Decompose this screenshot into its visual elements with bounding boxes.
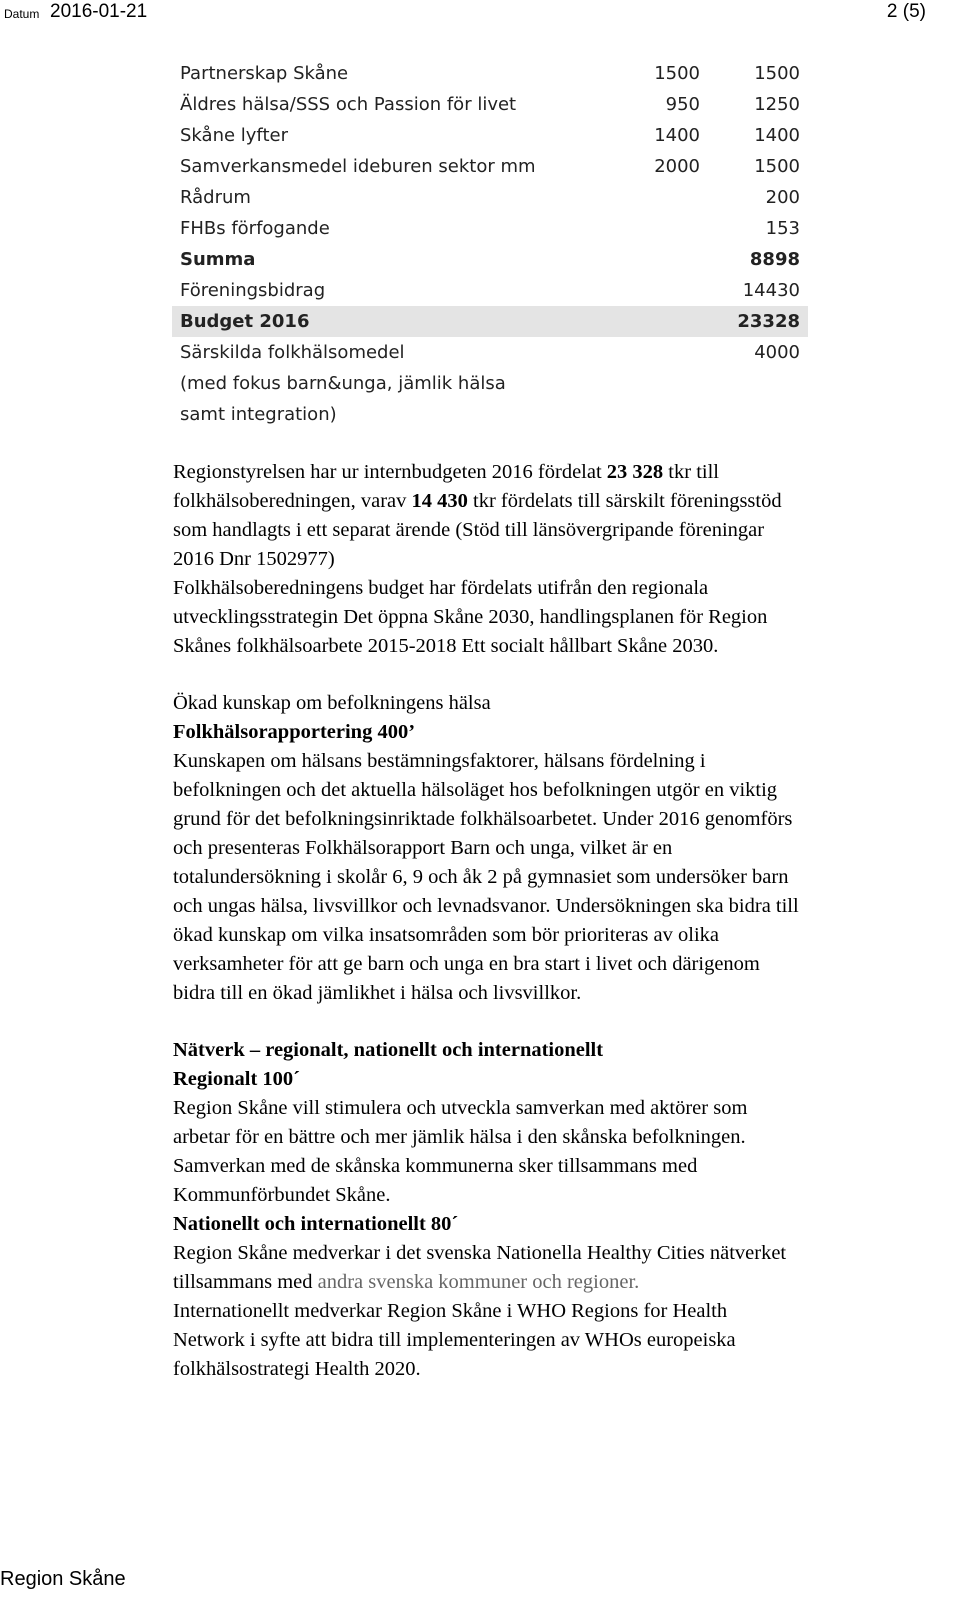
amount-association: 14 430	[411, 490, 468, 512]
page-header	[0, 0, 960, 26]
row-label: Skåne lyfter	[180, 125, 288, 146]
text-run: tkr till	[663, 461, 719, 483]
row-label: Samverkansmedel ideburen sektor mm	[180, 156, 536, 177]
paragraph-line: Folkhälsoberedningens budget har fördelats utifrån den regionala	[173, 577, 709, 599]
section-heading: Nätverk – regionalt, nationellt och internationellt	[173, 1039, 604, 1061]
row-label: (med fokus barn&unga, jämlik hälsa	[180, 373, 506, 394]
row-label: Rådrum	[180, 187, 251, 208]
paragraph-line: Region Skåne vill stimulera och utveckla samverkan med aktörer som	[173, 1097, 748, 1119]
table-row	[172, 213, 808, 244]
row-label: Föreningsbidrag	[180, 280, 326, 301]
text-run: tillsammans med	[173, 1271, 318, 1293]
text-run: Regionstyrelsen har ur internbudgeten 2016 fördelat	[173, 461, 607, 483]
document-date: 2016-01-21	[50, 1, 148, 22]
row-value-2: 200	[765, 187, 800, 208]
paragraph-line: Kommunförbundet Skåne.	[173, 1184, 391, 1206]
text-run: folkhälsoberedningen, varav	[173, 490, 412, 512]
row-value-2: 8898	[749, 249, 800, 270]
budget-description	[173, 458, 943, 661]
subsection-heading: Folkhälsorapportering 400’	[173, 721, 416, 743]
paragraph-line	[173, 458, 943, 487]
row-value-1: 950	[665, 94, 700, 115]
table-row	[172, 368, 808, 399]
row-label: Budget 2016	[180, 311, 310, 332]
table-row	[172, 275, 808, 306]
knowledge-section	[173, 689, 943, 1008]
subsection-heading: Regionalt 100´	[173, 1068, 300, 1090]
row-value-2: 153	[765, 218, 800, 239]
paragraph-line	[173, 1268, 943, 1297]
paragraph-line: Samverkan med de skånska kommunerna sker tillsammans med	[173, 1155, 698, 1177]
table-row	[172, 58, 808, 89]
amount-total: 23 328	[606, 461, 664, 483]
network-section	[173, 1036, 943, 1384]
row-value-2: 1250	[754, 94, 800, 115]
section-heading: Ökad kunskap om befolkningens hälsa	[173, 692, 491, 714]
row-label: Särskilda folkhälsomedel	[180, 342, 405, 363]
sum-row	[172, 244, 808, 275]
row-label: samt integration)	[180, 404, 337, 425]
text-run-gray: andra svenska kommuner och regioner.	[317, 1271, 640, 1293]
row-value-2: 23328	[737, 311, 800, 332]
row-value-1: 1500	[654, 63, 700, 84]
paragraph-line: bidra till en ökad jämlikhet i hälsa och livsvillkor.	[173, 982, 582, 1004]
table-row	[172, 120, 808, 151]
row-label: Äldres hälsa/SSS och Passion för livet	[180, 94, 517, 115]
paragraph-line: befolkningen och det aktuella hälsoläget hos befolkningen utgör en viktig	[173, 779, 778, 801]
paragraph-line: utvecklingsstrategin Det öppna Skåne 2030, handlingsplanen för Region	[173, 606, 768, 628]
text-run: tkr fördelats till särskilt föreningsstöd	[467, 490, 782, 512]
paragraph-line: 2016 Dnr 1502977)	[173, 548, 335, 570]
date-label: Datum	[4, 7, 40, 21]
paragraph-line: grund för det befolkningsinriktade folkhälsoarbetet. Under 2016 genomförs	[173, 808, 793, 830]
paragraph-line	[173, 487, 943, 516]
row-value-2: 4000	[754, 342, 800, 363]
paragraph-line: och ungas hälsa, livsvillkor och levnadsvanor. Undersökningen ska bidra till	[173, 895, 799, 917]
paragraph-line: arbetar för en bättre och mer jämlik hälsa i den skånska befolkningen.	[173, 1126, 746, 1148]
row-value-1: 2000	[654, 156, 700, 177]
row-value-1: 1400	[654, 125, 700, 146]
paragraph-line: Network i syfte att bidra till implementeringen av WHOs europeiska	[173, 1329, 736, 1351]
subsection-heading: Nationellt och internationellt 80´	[173, 1213, 459, 1235]
table-row	[172, 151, 808, 182]
paragraph-line: som handlagts i ett separat ärende (Stöd till länsövergripande föreningar	[173, 519, 765, 541]
paragraph-line: totalundersökning i skolår 6, 9 och åk 2 på gymnasiet som undersöker barn	[173, 866, 789, 888]
paragraph-line: Region Skåne medverkar i det svenska Nationella Healthy Cities nätverket	[173, 1242, 787, 1264]
paragraph-line: Skånes folkhälsoarbete 2015-2018 Ett socialt hållbart Skåne 2030.	[173, 635, 719, 657]
row-label: Partnerskap Skåne	[180, 63, 349, 84]
table-row	[172, 399, 808, 430]
paragraph-line: ökad kunskap om vilka insatsområden som bör prioriteras av olika	[173, 924, 719, 946]
table-row	[172, 182, 808, 213]
budget-table	[172, 58, 808, 430]
table-row	[172, 337, 808, 368]
row-value-2: 14430	[742, 280, 800, 301]
paragraph-line: folkhälsostrategi Health 2020.	[173, 1358, 421, 1380]
paragraph-line: Internationellt medverkar Region Skåne i WHO Regions for Health	[173, 1300, 728, 1322]
table-row	[172, 89, 808, 120]
row-value-2: 1400	[754, 125, 800, 146]
page-footer: Region Skåne	[0, 1568, 126, 1590]
page-number: 2 (5)	[886, 1, 926, 22]
row-label: FHBs förfogande	[180, 218, 330, 239]
paragraph-line: verksamheter för att ge barn och unga en bra start i livet och därigenom	[173, 953, 760, 975]
paragraph-line: och presenteras Folkhälsorapport Barn och unga, vilket är en	[173, 837, 673, 859]
row-label: Summa	[180, 249, 256, 270]
row-value-2: 1500	[754, 63, 800, 84]
budget-total-row	[172, 306, 808, 337]
paragraph-line: Kunskapen om hälsans bestämningsfaktorer, hälsans fördelning i	[173, 750, 706, 772]
row-value-2: 1500	[754, 156, 800, 177]
